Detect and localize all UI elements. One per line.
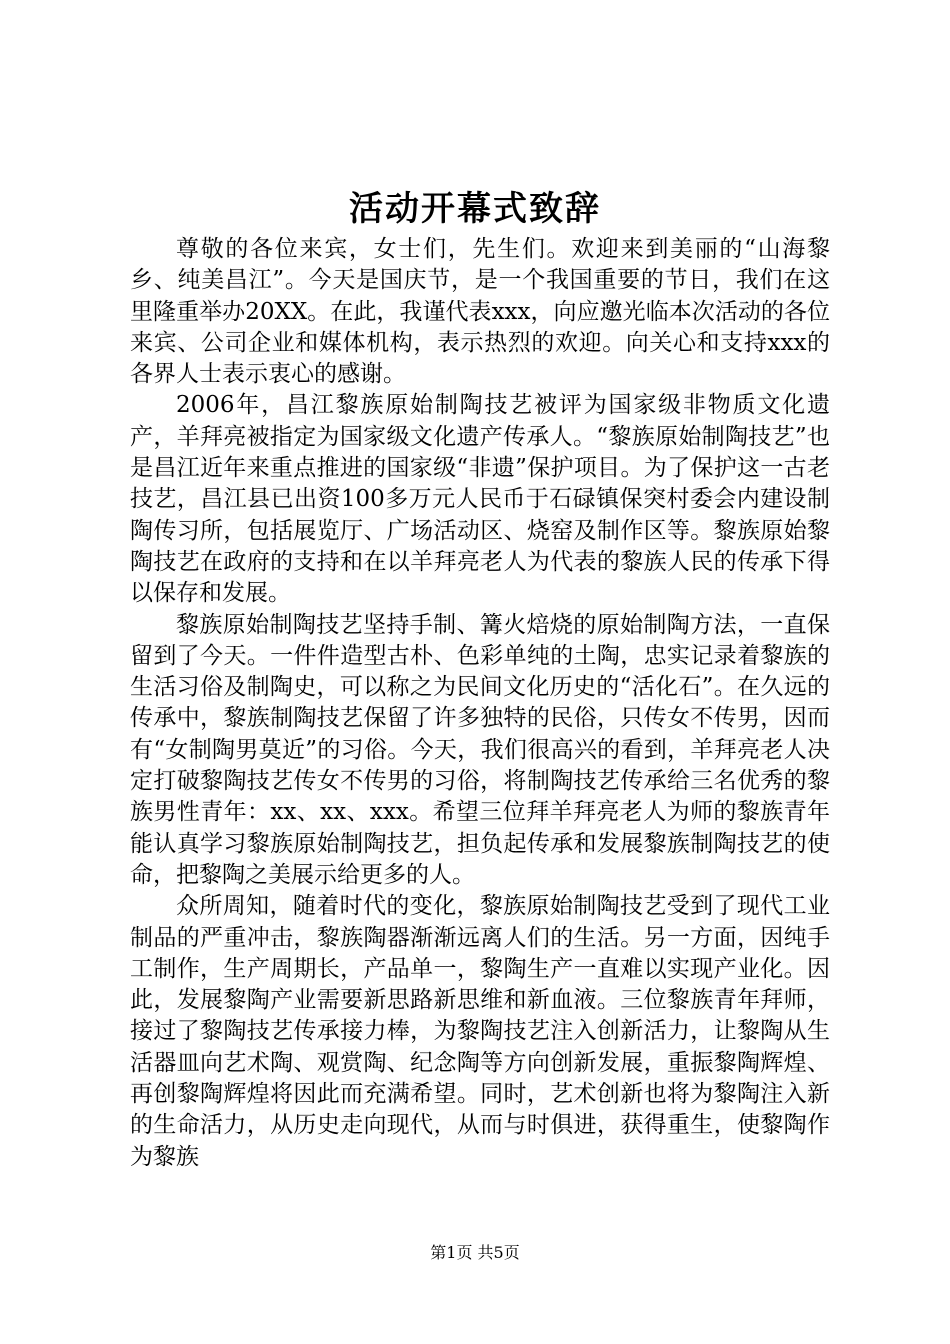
document-body bbox=[130, 234, 830, 1173]
paragraph-2: 2006年，昌江黎族原始制陶技艺被评为国家级非物质文化遗产，羊拜亮被指定为国家级文化遗产传承人。“黎族原始制陶技艺”也是昌江近年来重点推进的国家级“非遗”保护项目。为了保护这一古老技艺，昌江县已出资100多万元人民币于石碌镇保突村委会内建设制陶传习所，包括展览厅、广场活动区、烧窑及制作区等。黎族原始黎陶技艺在政府的支持和在以羊拜亮老人为代表的黎族人民的传承下得以保存和发展。 bbox=[130, 392, 830, 607]
paragraph-1: 尊敬的各位来宾，女士们，先生们。欢迎来到美丽的“山海黎乡、纯美昌江”。今天是国庆节，是一个我国重要的节日，我们在这里隆重举办20XX。在此，我谨代表xxx，向应邀光临本次活动的各位来宾、公司企业和媒体机构，表示热烈的欢迎。向关心和支持xxx的各界人士表示衷心的感谢。 bbox=[130, 236, 830, 388]
paragraph-3: 黎族原始制陶技艺坚持手制、篝火焙烧的原始制陶方法，一直保留到了今天。一件件造型古朴、色彩单纯的土陶，忠实记录着黎族的生活习俗及制陶史，可以称之为民间文化历史的“活化石”。在久远的传承中，黎族制陶技艺保留了许多独特的民俗，只传女不传男，因而有“女制陶男莫近”的习俗。今天，我们很高兴的看到，羊拜亮老人决定打破黎陶技艺传女不传男的习俗，将制陶技艺传承给三名优秀的黎族男性青年：xx、xx、xxx。希望三位拜羊拜亮老人为师的黎族青年能认真学习黎族原始制陶技艺，担负起传承和发展黎族制陶技艺的使命，把黎陶之美展示给更多的人。 bbox=[130, 611, 830, 888]
document-title: 活动开幕式致辞 bbox=[349, 189, 601, 229]
paragraph-4: 众所周知，随着时代的变化，黎族原始制陶技艺受到了现代工业制品的严重冲击，黎族陶器渐渐远离人们的生活。另一方面，因纯手工制作，生产周期长，产品单一，黎陶生产一直难以实现产业化。因此，发展黎陶产业需要新思路新思维和新血液。三位黎族青年拜师，接过了黎陶技艺传承接力棒，为黎陶技艺注入创新活力，让黎陶从生活器皿向艺术陶、观赏陶、纪念陶等方向创新发展，重振黎陶辉煌、再创黎陶辉煌将因此而充满希望。同时，艺术创新也将为黎陶注入新的生命活力，从历史走向现代，从而与时俱进，获得重生，使黎陶作为黎族 bbox=[130, 893, 830, 1170]
page-number-footer: 第1页 共5页 bbox=[430, 1243, 520, 1262]
